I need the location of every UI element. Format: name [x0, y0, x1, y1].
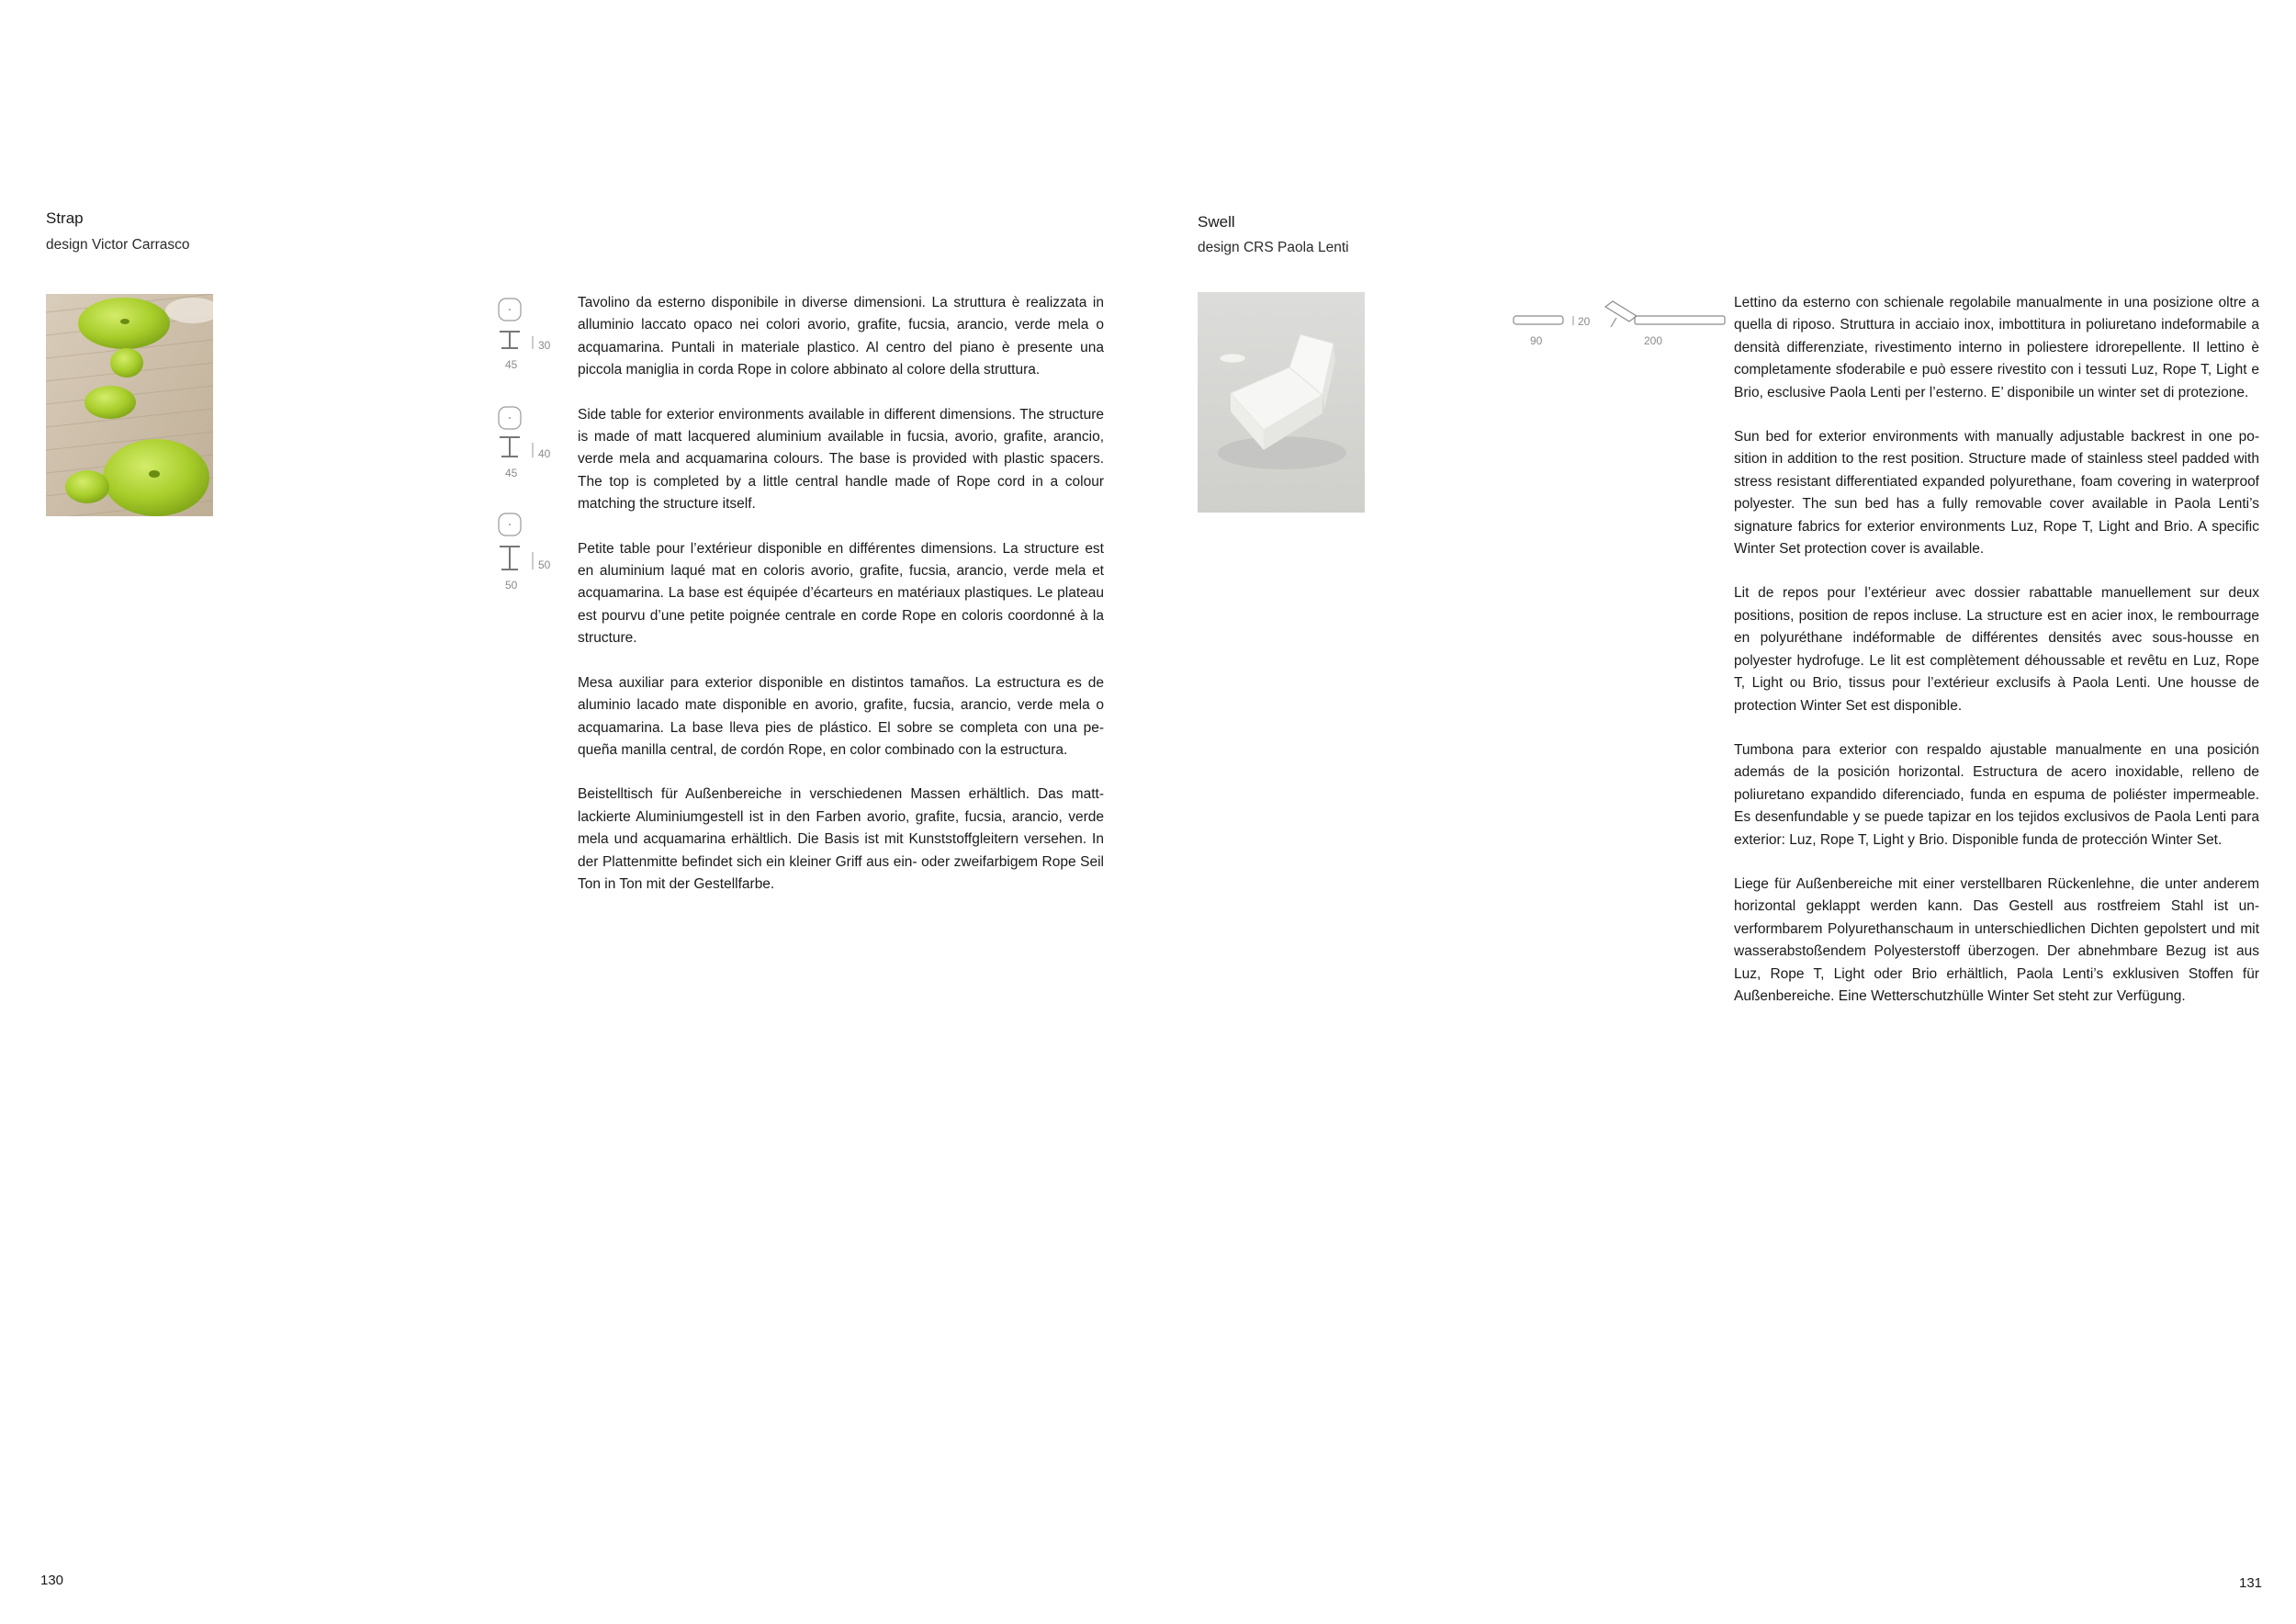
description-fr: Lit de repos pour l’extérieur avec dossier rabattable manuellement sur deux positions, position de repos incluse. La structure est en acier inox, le rembourrage en polyuréthane indéformable de différentes densités avec sous-housse en polyester hydrofuge. Le lit est complètement déhoussable et revêtu en Luz, Rope T, Light ou Brio, tissus pour l’extérieur exclusifs à Paola Lenti. Une housse de protection Winter Set est disponible.: [1734, 585, 2259, 714]
size-height: 30: [538, 339, 551, 352]
description-en: Sun bed for exterior environments with manually adjustable backrest in one position in addition to the rest position. Structure made of stainless steel padded with stress resistant differentiated expanded polyurethane, foam covering in waterproof polyester. The sun bed has a fully removable cover available in Paola Lenti’s signature fabrics for exterior environments Luz, Rope T, Light and Brio. A specific Winter Set protection cover is available.: [1734, 429, 2259, 558]
size-diameter: 50: [505, 579, 518, 592]
swell-description: [1734, 292, 2259, 1030]
page-number-left: 130: [40, 1573, 64, 1588]
description-it: Lettino da esterno con schienale regolabile manualmente in una posizione oltre a quella di riposo. Struttura in acciaio inox, imbottitura in poliuretano indeformabile a densità differenziate, rivestimento interno in poliestere idrorepellente. Il lettino è completamente sfoderabile e può essere rivestito con i tessuti Luz, Rope T, Light e Brio, esclusive Paola Lenti per l’esterno. E’ disponibile un winter set di protezione.: [1734, 295, 2259, 400]
swell-product-photo: [1198, 292, 1365, 513]
size-height: 40: [538, 447, 551, 460]
page-number-right: 131: [2239, 1575, 2263, 1591]
strap-product-photo: [46, 294, 213, 516]
designer-strap: design Victor Carrasco: [46, 237, 190, 253]
size-height: 50: [538, 558, 551, 571]
dimension-length: 200: [1644, 334, 1663, 347]
description-es: Tumbona para exterior con respaldo ajustable manualmente en una posición además de la posición horizontal. Estructura de acero inoxidable, relleno de poliuretano expandido diferenciado, funda en espuma de poliéster impermeable. Es desenfundable y se puede tapizar en los tejidos exclusivos de Paola Lenti para exterior: Luz, Rope T, Light y Brio. Disponible funda de protección Winter Set.: [1734, 741, 2259, 848]
table-icon: [496, 511, 536, 577]
description-de: Liege für Außenbereiche mit einer verstellbaren Rückenlehne, die unter anderem horizontal geklappt werden kann. Das Gestell aus rostfreiem Stahl ist unverformbarem Polyurethanschaum in unterschiedlichen Dichten gepolstert und mit wasserabstoßendem Polyesterstoff überzogen. Der abnehmbare Bezug ist aus Luz, Rope T, Light oder Brio erhältlich, Paola Lenti’s exklusiven Stoffen für Außenbereiche. Eine Wetterschutzhülle Winter Set steht zur Verfügung.: [1734, 875, 2259, 1004]
product-title-strap: Strap: [46, 209, 84, 227]
description-de: Beistelltisch für Außenbereiche in verschiedenen Massen erhältlich. Das mattlackierte Aluminiumgestell ist in den Farben avorio, grafite, fucsia, arancio, verde mela und acquamarina erhältlich. Die Basis ist mit Kunststoffgleitern versehen. In der Plattenmitte befindet sich ein kleiner Griff aus ein- oder zweifarbigem Rope Seil Ton in Ton mit der Gestellfarbe.: [578, 786, 1104, 892]
description-en: Side table for exterior environments available in different dimensions. The structure is made of matt lacquered aluminium available in fucsia, avorio, grafite, arancio, verde mela and acquamarina colours. The base is provided with plastic spacers. The top is completed by a little central handle made of Rope cord in a colour matching the structure itself.: [578, 406, 1104, 513]
size-option-1: [496, 296, 560, 377]
description-it: Tavolino da esterno disponibile in diverse dimensioni. La struttura è realizzata in alluminio laccato opaco nei colori avorio, grafite, fucsia, arancio, verde mela o acquamarina. Puntali in materiale plastico. Al centro del piano è presente una piccola maniglia in corda Rope in colore abbinato al colore della struttura.: [578, 295, 1104, 378]
table-icon: [496, 296, 536, 356]
size-option-3: [496, 511, 560, 599]
table-icon: [496, 404, 536, 465]
strap-size-chart: [496, 296, 560, 599]
description-es: Mesa auxiliar para exterior disponible en distintos tamaños. La estructura es de aluminio lacado mate disponible en avorio, grafite, fucsia, arancio, verde mela o acquamarina. La base lleva pies de plástico. El sobre se completa con una pequeña manilla central, de cordón Rope, en color combinado con la estructura.: [578, 674, 1104, 758]
strap-description: [578, 292, 1104, 918]
designer-swell: design CRS Paola Lenti: [1198, 240, 1349, 255]
size-diameter: 45: [505, 358, 518, 371]
product-title-swell: Swell: [1198, 213, 1235, 231]
sunbed-icon: [1506, 296, 1727, 333]
description-fr: Petite table pour l’extérieur disponible en différentes dimensions. La structure est en aluminium laqué mat en coloris avorio, grafite, fucsia, arancio, verde mela et acquamarina. La base est équipée d’écarteurs en matériaux plastiques. Le plateau est pourvu d’une petite poignée centrale en corde Rope en coloris coordonné à la structure.: [578, 540, 1104, 647]
size-diameter: 45: [505, 467, 518, 479]
swell-dimension-diagram: [1506, 296, 1727, 351]
dimension-width: 90: [1530, 334, 1543, 347]
size-option-2: [496, 404, 560, 485]
dimension-height: 20: [1578, 315, 1591, 328]
